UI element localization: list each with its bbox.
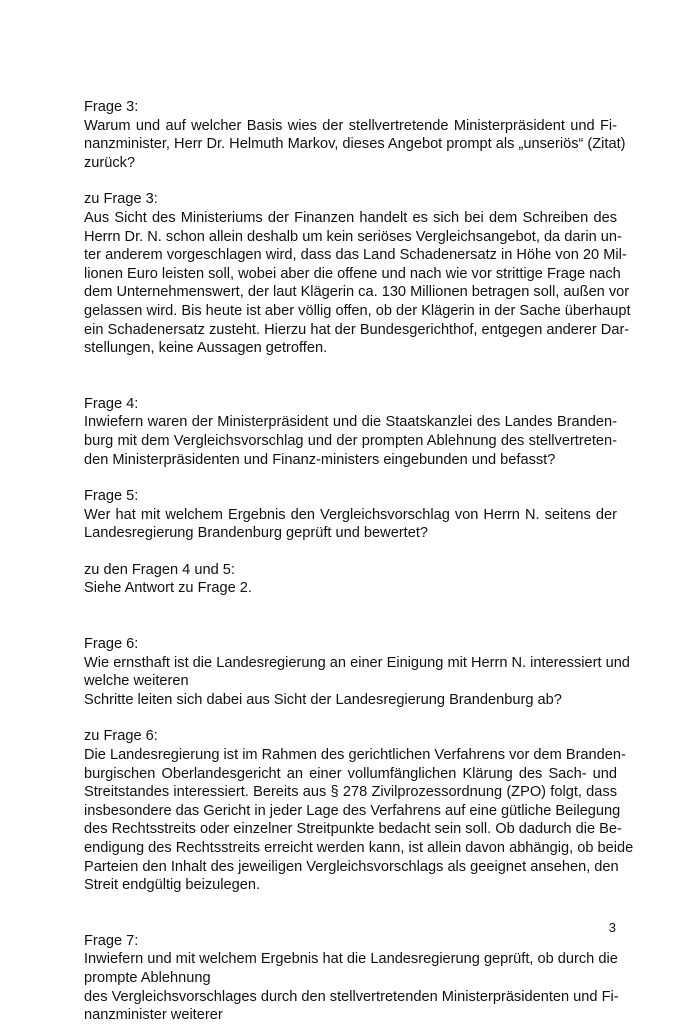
question-5-heading: Frage 5: [84,488,139,505]
answer-6-line: endigung des Rechtsstreits erreicht werden kann, ist allein davon abhängig, ob beide [84,840,634,856]
answer-6-heading: zu Frage 6: [84,728,158,745]
question-4-line: den Ministerpräsidenten und Finanz-ministers eingebunden und befasst? [84,451,556,468]
question-7-line: Inwiefern und mit welchem Ergebnis hat die Landesregierung geprüft, ob durch die [84,951,618,968]
question-3-line: zurück? [84,154,136,171]
answer-6-line: Die Landesregierung ist im Rahmen des gerichtlichen Verfahrens vor dem Branden- [84,747,626,764]
question-6-line: Schritte leiten sich dabei aus Sicht der Landesregierung Brandenburg ab? [84,691,562,708]
question-5-line: Wer hat mit welchem Ergebnis den Vergleichsvorschlag von Herrn N. seitens der [84,506,617,523]
question-3-heading: Frage 3: [84,99,139,115]
question-6-heading: Frage 6: [84,636,139,653]
question-7 [84,932,617,1025]
answer-6-line: Streitstandes interessiert. Bereits aus § 278 Zivilprozessordnung (ZPO) folgt, dass [84,784,617,801]
answer-3-line: ter anderem vorgeschlagen wird, dass das Land Schadenersatz in Höhe von 20 Mil- [84,247,627,264]
answer-3-line: ein Schadenersatz zusteht. Hierzu hat der Bundesgerichthof, entgegen anderer Dar- [84,321,630,338]
answer-6-line: Parteien den Inhalt des jeweiligen Vergleichsvorschlags als geeignet ansehen, den [84,858,619,875]
question-4 [84,395,617,469]
question-7-line: nanzminister weiterer [84,1007,223,1024]
answer-3-line: dem Unternehmenswert, der laut Klägerin ca. 130 Millionen betragen soll, außen vor [84,284,630,301]
answer-4-5-heading: zu den Fragen 4 und 5: [84,561,235,578]
question-3-line: nanzminister, Herr Dr. Helmuth Markov, dieses Angebot prompt als „unseriös“ (Zitat) [84,136,626,153]
answer-3-line: Aus Sicht des Ministeriums der Finanzen handelt es sich bei dem Schreiben des [84,209,617,226]
question-6-line: Wie ernsthaft ist die Landesregierung an einer Einigung mit Herrn N. interessiert und [84,654,630,671]
answer-6-line: burgischen Oberlandesgericht an einer vollumfänglichen Klärung des Sach- und [84,765,617,782]
question-3 [84,98,626,172]
question-4-line: burg mit dem Vergleichsvorschlag und der prompten Ablehnung des stellvertreten- [84,432,617,449]
answer-6-line: insbesondere das Gericht in jeder Lage des Verfahrens auf eine gütliche Beilegung [84,802,621,819]
question-3-line: Warum und auf welcher Basis wies der stellvertretende Ministerpräsident und Fi- [84,117,617,134]
answer-4-5-line: Siehe Antwort zu Frage 2. [84,580,252,597]
question-4-heading: Frage 4: [84,395,139,412]
answer-6-line: Streit endgültig beizulegen. [84,877,261,894]
question-7-line: des Vergleichsvorschlages durch den stellvertretenden Ministerpräsidenten und Fi- [84,988,619,1005]
question-5-line: Landesregierung Brandenburg geprüft und bewertet? [84,525,429,542]
answer-3-heading: zu Frage 3: [84,191,158,208]
document-page [84,98,634,1025]
answer-6 [84,727,634,894]
answer-3-line: lionen Euro leisten soll, wobei aber die offene und nach wie vor strittige Frage nach [84,265,621,282]
answer-4-5 [84,561,617,598]
question-5 [84,487,617,543]
answer-3-line: gelassen wird. Bis heute ist aber völlig offen, ob der Klägerin in der Sache überhaupt [84,302,631,319]
answer-6-line: des Rechtsstreits oder einzelner Streitpunkte bedacht sein soll. Ob dadurch die Be- [84,821,622,838]
answer-3-line: stellungen, keine Aussagen getroffen. [84,340,328,357]
page-number: 3 [608,920,616,935]
question-7-heading: Frage 7: [84,932,139,949]
question-7-line: prompte Ablehnung [84,969,211,986]
question-6 [84,635,630,709]
question-4-line: Inwiefern waren der Ministerpräsident und die Staatskanzlei des Landes Branden- [84,414,617,431]
answer-3 [84,190,631,357]
question-6-line: welche weiteren [84,673,189,690]
answer-3-line: Herrn Dr. N. schon allein deshalb um kein seriöses Vergleichsangebot, da darin un- [84,228,622,245]
